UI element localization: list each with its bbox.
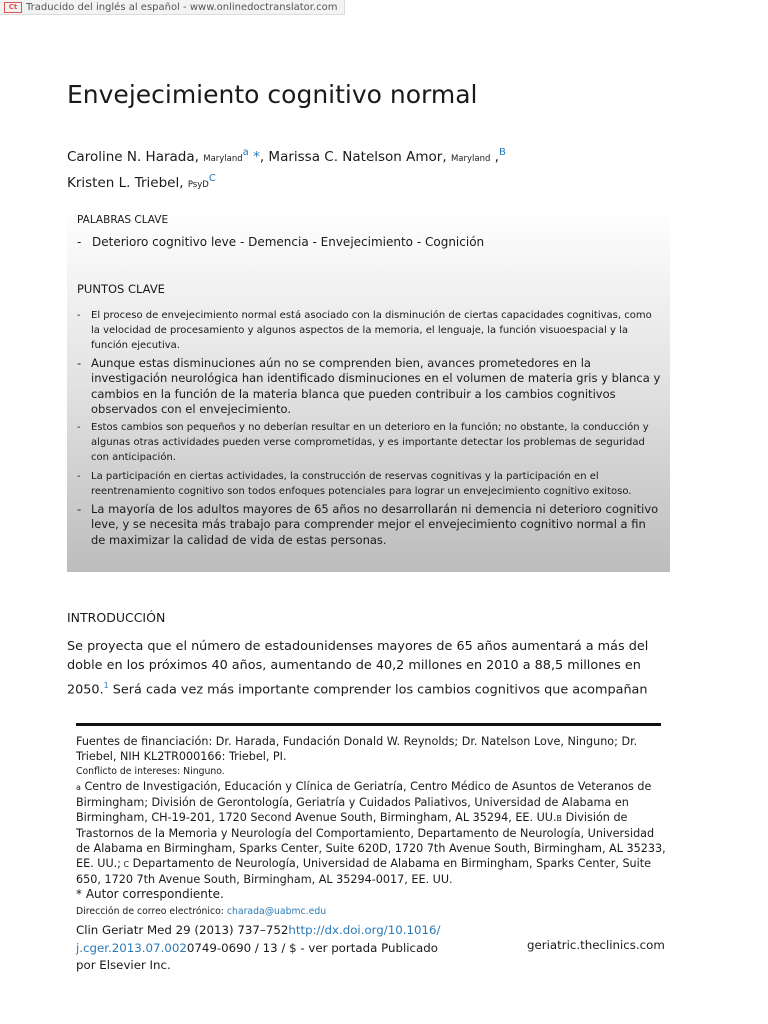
citation <box>76 922 456 975</box>
author-name: , Marissa C. Natelson Amor, <box>259 149 447 165</box>
affiliation-mark: a <box>76 783 81 792</box>
bullet-dash: - <box>77 422 81 433</box>
keypoint-item <box>77 420 662 466</box>
keywords-keypoints-box <box>67 208 670 572</box>
intro-text: Se proyecta que el número de estadounidenses mayores de 65 años aumentará a más del doble en los próximos 40 años, aumentando de 40,2 millones en 2010 a 88,5 millones en 2050. <box>67 639 649 697</box>
keypoint-item <box>77 469 662 499</box>
affiliation-text: Departamento de Neurología, Universidad de Alabama en Birmingham, Sparks Center, Suite 650, 1720 7th Avenue South, Birmingham, AL 35294-0017, EE. UU. <box>76 857 652 886</box>
translator-banner[interactable] <box>0 0 345 15</box>
keypoint-text: La mayoría de los adultos mayores de 65 años no desarrollarán ni demencia ni deterioro cognitivo leve, y se necesita más trabajo para comprender mejor el envejecimiento cognitivo normal a fin de maximizar la calidad de vida de estas personas. <box>91 502 659 547</box>
keypoints-heading: PUNTOS CLAVE <box>77 282 165 296</box>
affiliation-mark: C <box>120 860 130 869</box>
intro-paragraph <box>67 637 673 699</box>
bullet-dash: - <box>77 235 82 249</box>
author-degree: Maryland <box>203 154 243 164</box>
keywords-item <box>77 234 662 250</box>
keypoint-item <box>77 356 662 417</box>
bullet-dash: - <box>77 471 81 482</box>
affiliation-mark-c[interactable]: C <box>208 173 216 184</box>
intro-text-continued: Será cada vez más importante comprender los cambios cognitivos que acompañan <box>108 681 648 697</box>
corresponding-author-note: * Autor correspondiente. <box>76 887 224 901</box>
affiliation-text: Centro de Investigación, Educación y Clínica de Geriatría, Centro Médico de Asuntos de Veteranos de Birmingham; División de Gerontología, Geriatría y Cuidados Paliativos, Universidad de Alabama en Birmingham, CH-19-201, 1720 Second Avenue South, Birmingham, AL 35294, EE. UU. <box>76 780 652 824</box>
doi-link[interactable]: http://dx.doi.org/10.1016/ j.cger.2013.07.002 <box>76 923 441 955</box>
author-degree: PsyD <box>187 180 209 190</box>
author-list <box>67 143 687 195</box>
section-heading-introduction: INTRODUCCIÓN <box>67 610 166 625</box>
keywords-heading: PALABRAS CLAVE <box>77 214 169 226</box>
journal-citation: Clin Geriatr Med 29 (2013) 737–752 <box>76 923 289 937</box>
affiliation-mark: B <box>556 814 563 823</box>
conflict-note: Conflicto de intereses: Ninguno. <box>76 766 225 777</box>
affiliations <box>76 779 666 887</box>
translator-banner-text[interactable]: Traducido del inglés al español - www.onlinedoctranslator.com <box>26 1 338 13</box>
footnotes <box>76 734 666 919</box>
bullet-dash: - <box>77 502 82 516</box>
author-name: Caroline N. Harada, <box>67 149 199 165</box>
page-title: Envejecimiento cognitivo normal <box>67 80 478 109</box>
keypoint-text: El proceso de envejecimiento normal está asociado con la disminución de ciertas capacidades cognitivas, como la velocidad de procesamiento y algunos aspectos de la memoria, el lenguaje, la función visuoespacial y la función ejecutiva. <box>91 310 652 352</box>
keywords-text: Deterioro cognitivo leve - Demencia - Envejecimiento - Cognición <box>92 235 485 249</box>
email-line <box>76 904 666 919</box>
author-line-2 <box>67 169 687 195</box>
footnote-divider <box>76 723 661 726</box>
funding-note: Fuentes de financiación: Dr. Harada, Fundación Donald W. Reynolds; Dr. Natelson Love, Ninguno; Dr. Triebel, NIH KL2TR000166: Triebel, PI. <box>76 735 638 763</box>
issn-publisher: 0749-0690 / 13 / $ - ver portada Publicado por Elsevier Inc. <box>76 940 438 972</box>
author-name: Kristen L. Triebel, <box>67 175 184 191</box>
reference-link[interactable]: 1 <box>103 680 109 690</box>
email-label: Dirección de correo electrónico: <box>76 906 227 917</box>
keypoint-text: Estos cambios son pequeños y no deberían resultar en un deterioro en la función; no obstante, la conducción y algunas otras actividades pueden verse comprometidas, y es importante detectar los problemas de seguridad con anticipación. <box>91 422 649 464</box>
corresponding-author-mark[interactable]: * <box>253 149 260 165</box>
keypoint-item <box>77 502 662 548</box>
affiliation-mark-a[interactable]: a <box>242 147 249 158</box>
author-degree: Maryland <box>450 154 491 164</box>
journal-website[interactable]: geriatric.theclinics.com <box>527 938 665 952</box>
author-line-1: Caroline N. Harada, Maryland$^a$ *, Marissa C. Natelson Amor, Maryland ,$^B$ <box>67 147 506 165</box>
keypoint-item <box>77 308 662 354</box>
keypoint-text: Aunque estas disminuciones aún no se comprenden bien, avances prometedores en la investigación neurológica han identificado disminuciones en el volumen de materia gris y blanca y cambios en la función de la materia blanca que pueden contribuir a los cambios cognitivos observados con el envejecimiento. <box>91 356 661 416</box>
bullet-dash: - <box>77 356 82 370</box>
email-link[interactable]: charada@uabmc.edu <box>226 906 327 917</box>
affiliation-mark-b[interactable]: B <box>498 147 506 158</box>
keypoint-text: La participación en ciertas actividades, la construcción de reservas cognitivas y la participación en el reentrenamiento cognitivo son todos enfoques potenciales para lograr un envejecimiento cognitivo exitoso. <box>91 471 632 498</box>
bullet-dash: - <box>77 310 81 321</box>
affiliation-text: División de Trastornos de la Memoria y Neurología del Comportamiento, Departamento de Neurología, Universidad de Alabama en Birmingham, Sparks Center, Suite 620D, 1720 7th Avenue South, Birmingham, AL 35233, EE. UU.; <box>76 811 666 870</box>
translator-logo-icon: Ct <box>4 2 22 13</box>
